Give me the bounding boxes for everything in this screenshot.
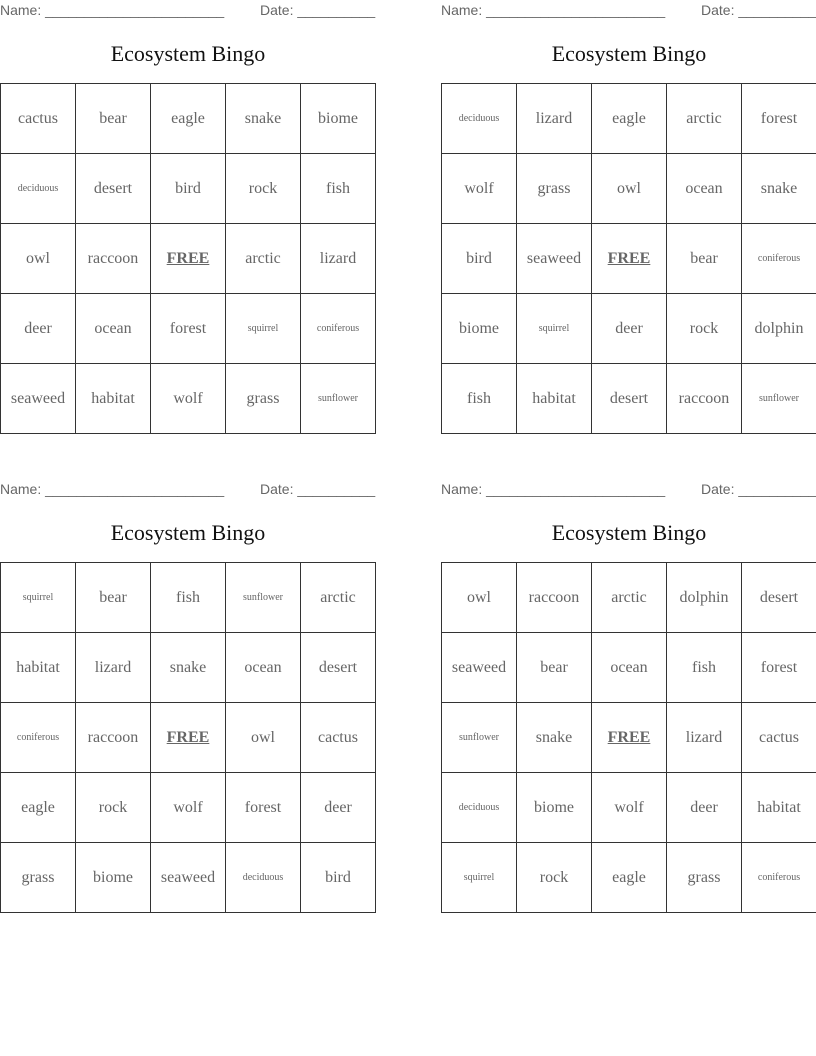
bingo-row: [442, 843, 816, 913]
bingo-cell: desert: [301, 633, 376, 703]
bingo-cell: lizard: [301, 224, 376, 294]
bingo-cell: owl: [592, 154, 667, 224]
bingo-row: [1, 633, 376, 703]
bingo-cell: grass: [517, 154, 592, 224]
bingo-cell: desert: [592, 364, 667, 434]
bingo-cell: cactus: [742, 703, 816, 773]
bingo-row: [442, 224, 816, 294]
bingo-cell: desert: [742, 563, 816, 633]
bingo-cell: seaweed: [151, 843, 226, 913]
bingo-cell: fish: [667, 633, 742, 703]
free-space-cell: FREE: [592, 703, 667, 773]
bingo-cell: grass: [667, 843, 742, 913]
bingo-row: [442, 703, 816, 773]
bingo-cell: bird: [151, 154, 226, 224]
bingo-cell: bear: [76, 563, 151, 633]
name-field-label: Name: _______________________: [441, 481, 666, 497]
bingo-cell: ocean: [667, 154, 742, 224]
bingo-cell: habitat: [76, 364, 151, 434]
bingo-cell: fish: [442, 364, 517, 434]
bingo-row: [442, 563, 816, 633]
bingo-cell: seaweed: [517, 224, 592, 294]
bingo-cell: coniferous: [301, 294, 376, 364]
bingo-cell: arctic: [667, 84, 742, 154]
name-field-label: Name: _______________________: [441, 2, 666, 18]
bingo-cell: lizard: [667, 703, 742, 773]
bingo-cell: deer: [667, 773, 742, 843]
bingo-cell: eagle: [1, 773, 76, 843]
bingo-row: [1, 843, 376, 913]
bingo-cell: eagle: [151, 84, 226, 154]
bingo-cell: grass: [1, 843, 76, 913]
bingo-row: [1, 703, 376, 773]
bingo-cell: desert: [76, 154, 151, 224]
bingo-row: [1, 224, 376, 294]
bingo-cell: deer: [1, 294, 76, 364]
bingo-cell: bird: [442, 224, 517, 294]
bingo-cell: deer: [301, 773, 376, 843]
bingo-cell: habitat: [517, 364, 592, 434]
bingo-row: [1, 154, 376, 224]
bingo-row: [1, 563, 376, 633]
bingo-cell: bird: [301, 843, 376, 913]
name-date-line: [441, 479, 816, 503]
bingo-cell: sunflower: [301, 364, 376, 434]
bingo-cell: wolf: [151, 773, 226, 843]
bingo-cell: biome: [517, 773, 592, 843]
date-field-label: Date: __________: [701, 2, 816, 18]
bingo-cell: arctic: [592, 563, 667, 633]
bingo-cell: wolf: [592, 773, 667, 843]
bingo-cell: fish: [151, 563, 226, 633]
bingo-cell: lizard: [76, 633, 151, 703]
bingo-cell: squirrel: [1, 563, 76, 633]
bingo-cell: biome: [301, 84, 376, 154]
bingo-cell: forest: [742, 84, 816, 154]
bingo-cell: rock: [226, 154, 301, 224]
date-field-label: Date: __________: [701, 481, 816, 497]
bingo-cell: ocean: [226, 633, 301, 703]
bingo-cell: coniferous: [1, 703, 76, 773]
bingo-cell: snake: [742, 154, 816, 224]
bingo-cell: deciduous: [1, 154, 76, 224]
bingo-cell: coniferous: [742, 224, 816, 294]
bingo-cell: raccoon: [76, 703, 151, 773]
bingo-cell: cactus: [301, 703, 376, 773]
bingo-cell: eagle: [592, 843, 667, 913]
bingo-cell: raccoon: [517, 563, 592, 633]
bingo-cell: rock: [517, 843, 592, 913]
bingo-cell: squirrel: [442, 843, 517, 913]
card-title: Ecosystem Bingo: [110, 520, 266, 545]
bingo-cell: lizard: [517, 84, 592, 154]
bingo-row: [1, 773, 376, 843]
bingo-cell: forest: [151, 294, 226, 364]
bingo-cell: owl: [442, 563, 517, 633]
bingo-grid: [441, 562, 816, 913]
bingo-cell: snake: [517, 703, 592, 773]
bingo-cell: snake: [151, 633, 226, 703]
bingo-cell: habitat: [742, 773, 816, 843]
name-date-line: [441, 0, 816, 24]
bingo-cell: bear: [76, 84, 151, 154]
bingo-cell: wolf: [442, 154, 517, 224]
name-date-line: [0, 479, 376, 503]
free-space-cell: FREE: [592, 224, 667, 294]
name-date-line: [0, 0, 376, 24]
bingo-cell: forest: [742, 633, 816, 703]
bingo-row: [442, 633, 816, 703]
bingo-cell: habitat: [1, 633, 76, 703]
free-space-cell: FREE: [151, 224, 226, 294]
bingo-grid: [0, 83, 376, 434]
bingo-cell: forest: [226, 773, 301, 843]
bingo-cell: raccoon: [76, 224, 151, 294]
card-title: Ecosystem Bingo: [551, 520, 707, 545]
bingo-cell: bear: [667, 224, 742, 294]
bingo-cell: sunflower: [742, 364, 816, 434]
bingo-cell: snake: [226, 84, 301, 154]
bingo-cell: coniferous: [742, 843, 816, 913]
bingo-row: [442, 84, 816, 154]
bingo-cell: ocean: [76, 294, 151, 364]
bingo-cell: cactus: [1, 84, 76, 154]
bingo-row: [442, 294, 816, 364]
bingo-cell: biome: [442, 294, 517, 364]
bingo-grid: [441, 83, 816, 434]
bingo-cell: deciduous: [442, 84, 517, 154]
bingo-cell: deciduous: [442, 773, 517, 843]
bingo-row: [442, 154, 816, 224]
bingo-cell: sunflower: [226, 563, 301, 633]
bingo-cell: squirrel: [226, 294, 301, 364]
bingo-cell: ocean: [592, 633, 667, 703]
bingo-row: [1, 294, 376, 364]
bingo-cell: owl: [1, 224, 76, 294]
bingo-grid: [0, 562, 376, 913]
bingo-cell: sunflower: [442, 703, 517, 773]
bingo-cell: fish: [301, 154, 376, 224]
name-field-label: Name: _______________________: [0, 2, 225, 18]
card-title: Ecosystem Bingo: [110, 41, 266, 66]
bingo-cell: owl: [226, 703, 301, 773]
bingo-cell: deer: [592, 294, 667, 364]
bingo-cell: seaweed: [442, 633, 517, 703]
bingo-cell: squirrel: [517, 294, 592, 364]
bingo-cell: grass: [226, 364, 301, 434]
bingo-cell: dolphin: [667, 563, 742, 633]
bingo-cell: arctic: [301, 563, 376, 633]
bingo-cell: raccoon: [667, 364, 742, 434]
name-field-label: Name: _______________________: [0, 481, 225, 497]
free-space-cell: FREE: [151, 703, 226, 773]
date-field-label: Date: __________: [260, 2, 376, 18]
bingo-cell: deciduous: [226, 843, 301, 913]
bingo-cell: wolf: [151, 364, 226, 434]
bingo-row: [442, 773, 816, 843]
date-field-label: Date: __________: [260, 481, 376, 497]
bingo-cell: dolphin: [742, 294, 816, 364]
bingo-cell: arctic: [226, 224, 301, 294]
bingo-cell: seaweed: [1, 364, 76, 434]
bingo-cell: rock: [667, 294, 742, 364]
bingo-cell: eagle: [592, 84, 667, 154]
bingo-row: [1, 84, 376, 154]
bingo-cell: rock: [76, 773, 151, 843]
card-title: Ecosystem Bingo: [551, 41, 707, 66]
bingo-cell: bear: [517, 633, 592, 703]
bingo-cell: biome: [76, 843, 151, 913]
bingo-row: [442, 364, 816, 434]
bingo-row: [1, 364, 376, 434]
